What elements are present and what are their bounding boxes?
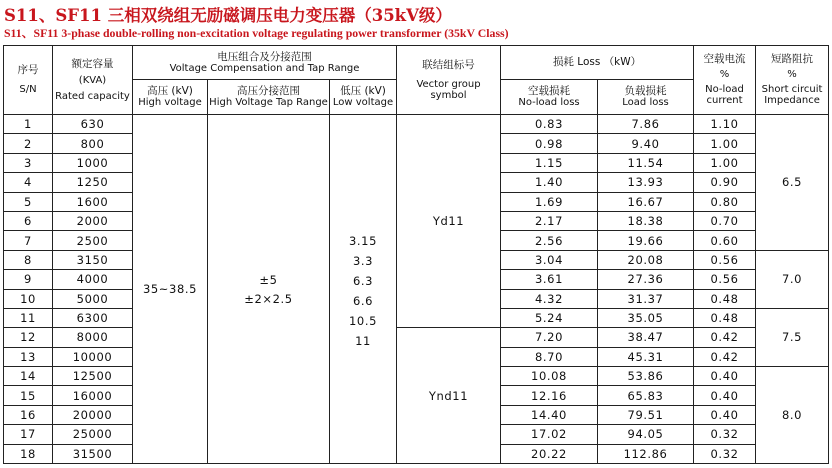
cell-sn: 18: [4, 444, 53, 463]
header-voltage-group-cn: 电压组合及分接范围: [217, 50, 312, 63]
cell-tap-merged: [208, 115, 330, 464]
table-row: [4, 328, 829, 347]
cell-noload-current: 0.42: [694, 328, 756, 347]
cell-noload-loss: 2.17: [501, 211, 598, 230]
header-capacity-unit: (KVA): [78, 74, 107, 86]
header-vector-en1: Vector group: [416, 78, 481, 90]
cell-capacity: 6300: [53, 308, 133, 327]
cell-noload-current: 0.32: [694, 425, 756, 444]
cell-noload-loss: 2.56: [501, 231, 598, 250]
cell-noload-loss: 17.02: [501, 425, 598, 444]
cell-lv-merged: [330, 115, 397, 464]
cell-capacity: 10000: [53, 347, 133, 366]
header-noload-current: [694, 46, 756, 115]
cell-noload-current: 1.00: [694, 134, 756, 153]
cell-sn: 17: [4, 425, 53, 444]
transformer-spec-table: [3, 45, 829, 464]
cell-noload-current: 0.56: [694, 250, 756, 269]
cell-noload-loss: 0.83: [501, 115, 598, 134]
header-sn-en: S/N: [19, 84, 37, 95]
cell-load-loss: 18.38: [598, 211, 694, 230]
cell-noload-loss: 3.04: [501, 250, 598, 269]
cell-noload-current: 0.40: [694, 367, 756, 386]
cell-noload-loss: 4.32: [501, 289, 598, 308]
cell-sn: 7: [4, 231, 53, 250]
cell-sn: 8: [4, 250, 53, 269]
cell-sn: 14: [4, 367, 53, 386]
cell-sn: 10: [4, 289, 53, 308]
cell-noload-loss: 20.22: [501, 444, 598, 463]
cell-noload-current: 0.60: [694, 231, 756, 250]
lv-value: 6.6: [352, 293, 374, 308]
page-title: S11、SF11 三相双绕组无励磁调压电力变压器（35kV级）: [4, 6, 452, 25]
cell-impedance-b: 7.0: [756, 250, 829, 308]
cell-sn: 2: [4, 134, 53, 153]
cell-impedance-c: 7.5: [756, 308, 829, 366]
cell-noload-current: 0.40: [694, 386, 756, 405]
header-noload-loss-en: No-load loss: [518, 97, 580, 108]
lv-value: 3.3: [352, 253, 374, 268]
header-vector-en2: symbol: [430, 89, 467, 101]
header-load-loss-en: Load loss: [622, 97, 669, 108]
tap-value-1: ±5: [259, 272, 278, 287]
cell-capacity: 4000: [53, 270, 133, 289]
cell-capacity: 16000: [53, 386, 133, 405]
cell-noload-loss: 1.15: [501, 153, 598, 172]
header-voltage-group-en: Voltage Compensation and Tap Range: [169, 62, 360, 74]
cell-noload-loss: 1.69: [501, 192, 598, 211]
cell-sn: 5: [4, 192, 53, 211]
cell-load-loss: 7.86: [598, 115, 694, 134]
cell-capacity: 2000: [53, 211, 133, 230]
cell-sn: 3: [4, 153, 53, 172]
cell-noload-current: 0.80: [694, 192, 756, 211]
cell-noload-current: 0.42: [694, 347, 756, 366]
header-impedance-en2: Impedance: [764, 95, 820, 106]
cell-noload-loss: 14.40: [501, 405, 598, 424]
header-hv-cn: 高压 (kV): [147, 85, 193, 97]
cell-capacity: 12500: [53, 367, 133, 386]
header-lv-cn: 低压 (kV): [340, 85, 386, 97]
cell-capacity: 1000: [53, 153, 133, 172]
header-tap: [208, 80, 330, 115]
cell-capacity: 1250: [53, 173, 133, 192]
header-load-loss-cn: 负载损耗: [624, 85, 667, 97]
cell-sn: 1: [4, 115, 53, 134]
cell-vector-yd11: Yd11: [397, 115, 501, 328]
cell-sn: 9: [4, 270, 53, 289]
cell-capacity: 25000: [53, 425, 133, 444]
header-lv-en: Low voltage: [332, 97, 394, 108]
cell-sn: 13: [4, 347, 53, 366]
cell-vector-ynd11: Ynd11: [397, 328, 501, 464]
cell-load-loss: 53.86: [598, 367, 694, 386]
cell-noload-current: 0.40: [694, 405, 756, 424]
cell-noload-loss: 0.98: [501, 134, 598, 153]
cell-noload-loss: 1.40: [501, 173, 598, 192]
header-capacity: [53, 46, 133, 115]
cell-capacity: 630: [53, 115, 133, 134]
cell-sn: 4: [4, 173, 53, 192]
cell-load-loss: 9.40: [598, 134, 694, 153]
cell-noload-loss: 3.61: [501, 270, 598, 289]
cell-load-loss: 35.05: [598, 308, 694, 327]
header-hv-en: High voltage: [138, 97, 202, 108]
header-sn-cn: 序号: [17, 64, 39, 76]
header-impedance: [756, 46, 829, 115]
cell-noload-current: 0.70: [694, 211, 756, 230]
cell-load-loss: 45.31: [598, 347, 694, 366]
cell-sn: 6: [4, 211, 53, 230]
cell-hv-merged: 35~38.5: [133, 115, 208, 464]
cell-sn: 11: [4, 308, 53, 327]
header-tap-cn: 高压分接范围: [237, 85, 300, 97]
cell-noload-current: 0.48: [694, 289, 756, 308]
header-noload-loss: [501, 80, 598, 115]
cell-capacity: 20000: [53, 405, 133, 424]
header-capacity-en: Rated capacity: [55, 90, 130, 102]
header-capacity-cn: 额定容量: [71, 57, 114, 70]
lv-value: 6.3: [352, 273, 374, 288]
page-subtitle: S11、SF11 3-phase double-rolling non-excitation voltage regulating power transformer (35kV Class): [4, 26, 509, 40]
header-hv: [133, 80, 208, 115]
lv-value: 10.5: [349, 313, 378, 328]
tap-value-2: ±2×2.5: [244, 291, 293, 306]
cell-capacity: 800: [53, 134, 133, 153]
header-impedance-en1: Short circuit: [761, 84, 823, 95]
header-noload-current-cn: 空载电流: [703, 53, 746, 65]
cell-sn: 16: [4, 405, 53, 424]
cell-load-loss: 27.36: [598, 270, 694, 289]
cell-sn: 12: [4, 328, 53, 347]
cell-capacity: 8000: [53, 328, 133, 347]
header-loss: [501, 46, 694, 80]
cell-load-loss: 16.67: [598, 192, 694, 211]
cell-noload-loss: 7.20: [501, 328, 598, 347]
table-row: [4, 115, 829, 134]
cell-capacity: 2500: [53, 231, 133, 250]
cell-impedance-a: 6.5: [756, 115, 829, 251]
header-noload-current-unit: %: [719, 69, 730, 80]
header-sn: [4, 46, 53, 115]
header-vector: [397, 46, 501, 115]
header-impedance-unit: %: [787, 69, 797, 80]
cell-noload-current: 0.90: [694, 173, 756, 192]
header-noload-loss-cn: 空载损耗: [528, 85, 571, 97]
cell-load-loss: 65.83: [598, 386, 694, 405]
header-noload-current-en1: No-load: [705, 84, 744, 95]
cell-noload-current: 0.56: [694, 270, 756, 289]
cell-capacity: 3150: [53, 250, 133, 269]
header-loss-cn: 损耗 Loss （kW）: [552, 56, 642, 68]
header-load-loss: [598, 80, 694, 115]
cell-sn: 15: [4, 386, 53, 405]
cell-load-loss: 94.05: [598, 425, 694, 444]
cell-noload-loss: 10.08: [501, 367, 598, 386]
header-lv: [330, 80, 397, 115]
lv-value: 11: [355, 333, 371, 348]
header-vector-cn: 联结组标号: [422, 58, 475, 71]
lv-value: 3.15: [349, 233, 378, 248]
cell-load-loss: 11.54: [598, 153, 694, 172]
header-impedance-cn: 短路阻抗: [771, 53, 814, 65]
cell-noload-current: 0.48: [694, 308, 756, 327]
header-noload-current-en2: current: [706, 95, 743, 106]
cell-load-loss: 13.93: [598, 173, 694, 192]
cell-noload-current: 1.10: [694, 115, 756, 134]
cell-noload-loss: 12.16: [501, 386, 598, 405]
cell-load-loss: 38.47: [598, 328, 694, 347]
cell-capacity: 1600: [53, 192, 133, 211]
cell-load-loss: 31.37: [598, 289, 694, 308]
cell-capacity: 5000: [53, 289, 133, 308]
cell-load-loss: 20.08: [598, 250, 694, 269]
cell-capacity: 31500: [53, 444, 133, 463]
cell-noload-current: 0.32: [694, 444, 756, 463]
cell-load-loss: 79.51: [598, 405, 694, 424]
cell-load-loss: 112.86: [598, 444, 694, 463]
header-tap-en: High Voltage Tap Range: [209, 97, 328, 108]
cell-noload-current: 1.00: [694, 153, 756, 172]
header-voltage-group: [133, 46, 397, 80]
cell-load-loss: 19.66: [598, 231, 694, 250]
cell-noload-loss: 5.24: [501, 308, 598, 327]
cell-noload-loss: 8.70: [501, 347, 598, 366]
cell-impedance-d: 8.0: [756, 367, 829, 464]
